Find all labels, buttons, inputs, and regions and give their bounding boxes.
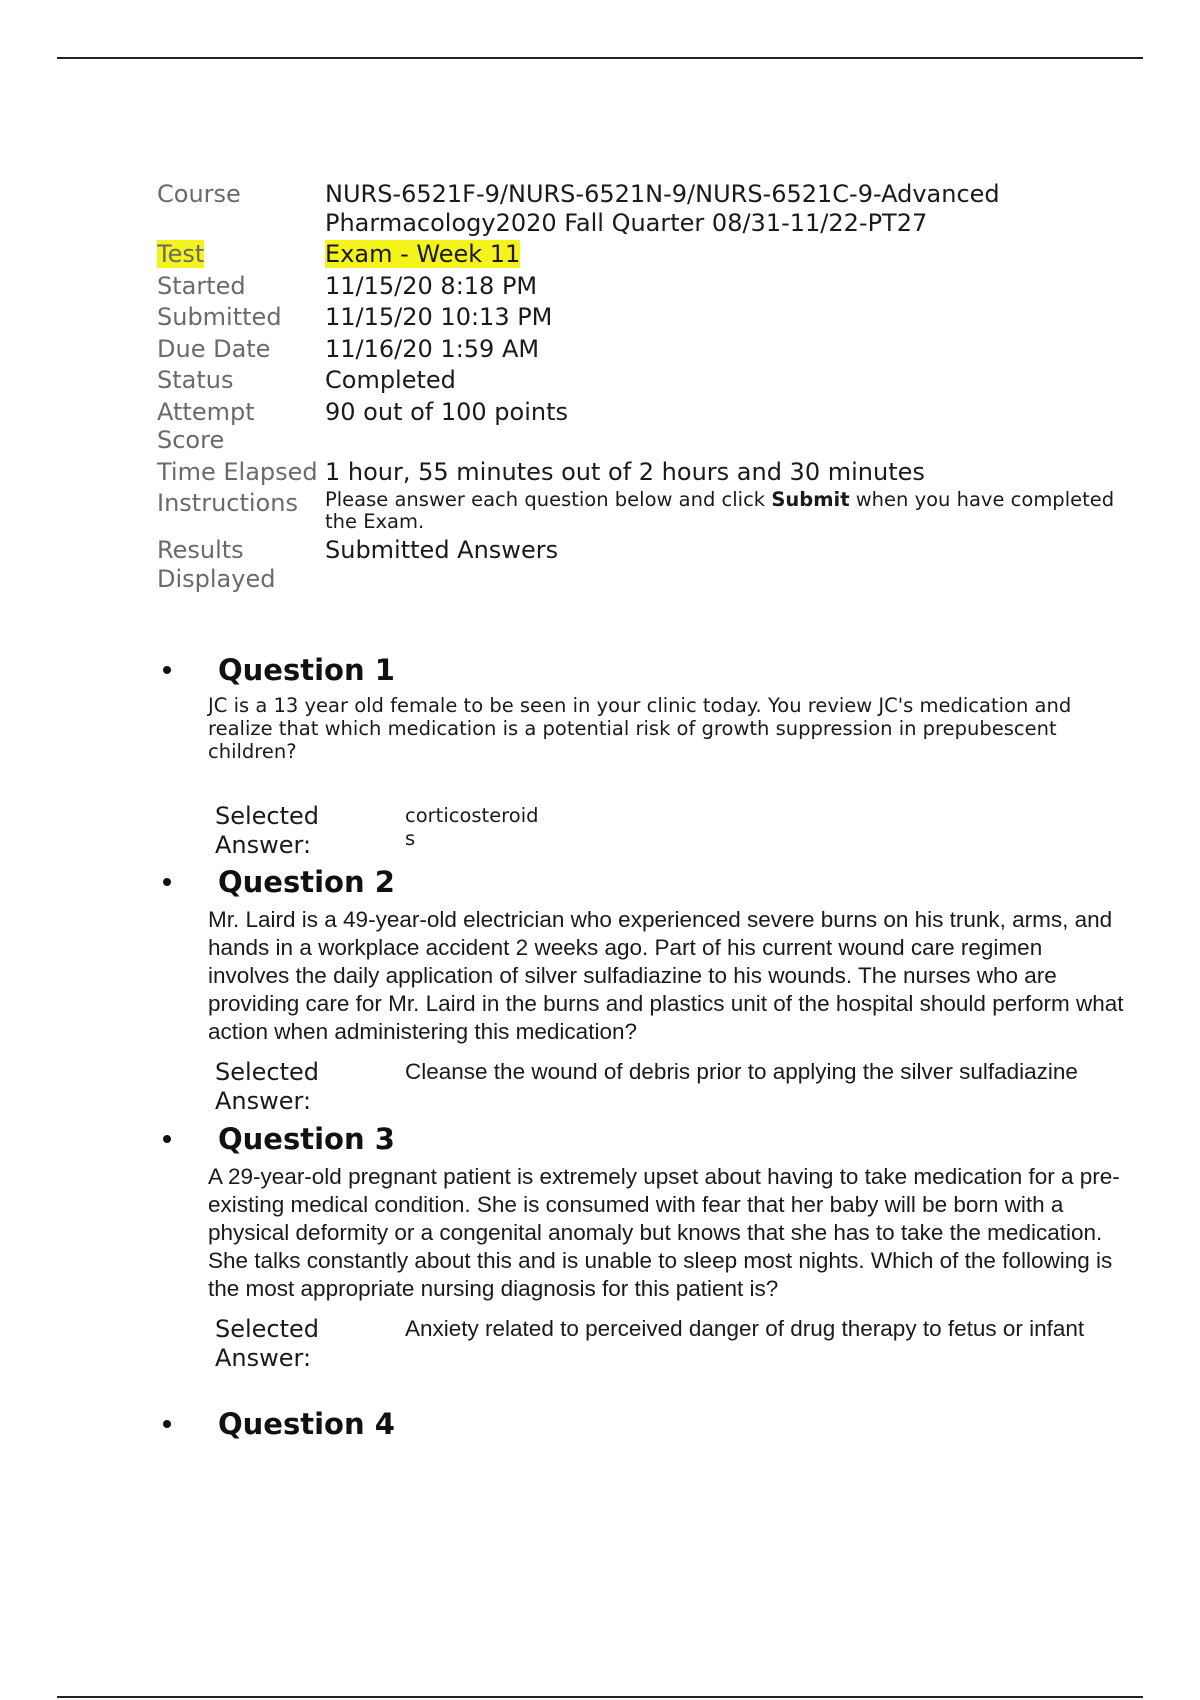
bottom-rule — [57, 1696, 1143, 1698]
test-label: Test — [157, 240, 205, 268]
test-value: Exam - Week 11 — [325, 240, 521, 268]
selected-answer-value: Cleanse the wound of debris prior to applying the silver sulfadiazine — [405, 1059, 1078, 1084]
instructions-text-end: when you have completed the Exam. — [325, 488, 1115, 533]
attempt-score-row — [157, 395, 1137, 455]
course-label: Course — [157, 180, 241, 208]
selected-answer-row — [215, 1315, 1137, 1372]
started-row — [157, 269, 1137, 301]
test-row — [157, 237, 1137, 269]
question-text: Mr. Laird is a 49-year-old electrician who experienced severe burns on his trunk, arms, and hands in a workplace accident 2 weeks ago. Part of his current wound care regimen involves the daily application of silver sulfadiazine to his wounds. The nurses who are providing care for Mr. Laird in the burns and plastics unit of the hospital should perform what action when administering this medication? — [208, 907, 1124, 1044]
course-row — [157, 180, 1137, 237]
time-elapsed-value: 1 hour, 55 minutes out of 2 hours and 30 minutes — [325, 457, 925, 486]
selected-answer-row — [215, 1058, 1137, 1115]
attempt-score-value: 90 out of 100 points — [325, 397, 569, 426]
started-value: 11/15/20 8:18 PM — [325, 271, 538, 300]
question-1 — [157, 652, 1137, 859]
due-date-label: Due Date — [157, 334, 271, 363]
bullet-icon — [157, 1417, 171, 1431]
status-label: Status — [157, 366, 234, 394]
results-displayed-label: Results Displayed — [157, 536, 276, 593]
course-value: NURS-6521F-9/NURS-6521N-9/NURS-6521C-9-Advanced Pharmacology2020 Fall Quarter 08/31-11/22-PT27 — [325, 180, 1000, 237]
results-displayed-row — [157, 533, 1137, 593]
question-4 — [157, 1406, 1137, 1442]
selected-answer-row — [215, 802, 1137, 859]
instructions-row — [157, 486, 1137, 533]
question-2 — [157, 864, 1137, 1115]
results-displayed-value: Submitted Answers — [325, 536, 559, 564]
started-label: Started — [157, 271, 246, 300]
attempt-score-label: Attempt Score — [157, 397, 255, 454]
top-rule — [57, 57, 1143, 59]
instructions-submit-word: Submit — [771, 488, 850, 511]
due-date-row — [157, 332, 1137, 364]
status-value: Completed — [325, 366, 456, 394]
time-elapsed-label: Time Elapsed — [157, 457, 318, 486]
time-elapsed-row — [157, 455, 1137, 487]
question-title: Question 1 — [218, 653, 395, 687]
instructions-label: Instructions — [157, 489, 298, 517]
selected-answer-label: Selected Answer: — [215, 1315, 320, 1372]
submitted-label: Submitted — [157, 303, 282, 331]
selected-answer-label: Selected Answer: — [215, 1058, 320, 1115]
question-title: Question 3 — [218, 1122, 395, 1156]
submitted-row — [157, 300, 1137, 332]
question-text: A 29-year-old pregnant patient is extremely upset about having to take medication for a pre-existing medical condition. She is consumed with fear that her baby will be born with a physical deformity or a congenital anomaly but knows that she has to take the medication. She talks constantly about this and is unable to sleep most nights. Which of the following is the most appropriate nursing diagnosis for this patient is? — [208, 1164, 1120, 1301]
bullet-icon — [157, 663, 171, 677]
due-date-value: 11/16/20 1:59 AM — [325, 334, 540, 363]
question-title: Question 4 — [218, 1407, 395, 1441]
question-3 — [157, 1121, 1137, 1372]
submitted-value: 11/15/20 10:13 PM — [325, 303, 553, 331]
bullet-icon — [157, 1132, 171, 1146]
question-text: JC is a 13 year old female to be seen in your clinic today. You review JC's medication and realize that which medication is a potential risk of growth suppression in prepubescent children? — [208, 694, 1072, 763]
instructions-value — [325, 486, 1137, 533]
status-row — [157, 363, 1137, 395]
test-details-table — [157, 180, 1137, 593]
selected-answer-label: Selected Answer: — [215, 802, 320, 859]
selected-answer-value: Anxiety related to perceived danger of drug therapy to fetus or infant — [405, 1316, 1085, 1341]
question-title: Question 2 — [218, 865, 395, 899]
bullet-icon — [157, 875, 171, 889]
selected-answer-value: corticosteroids — [405, 804, 539, 850]
instructions-text-start: Please answer each question below and click — [325, 488, 772, 511]
